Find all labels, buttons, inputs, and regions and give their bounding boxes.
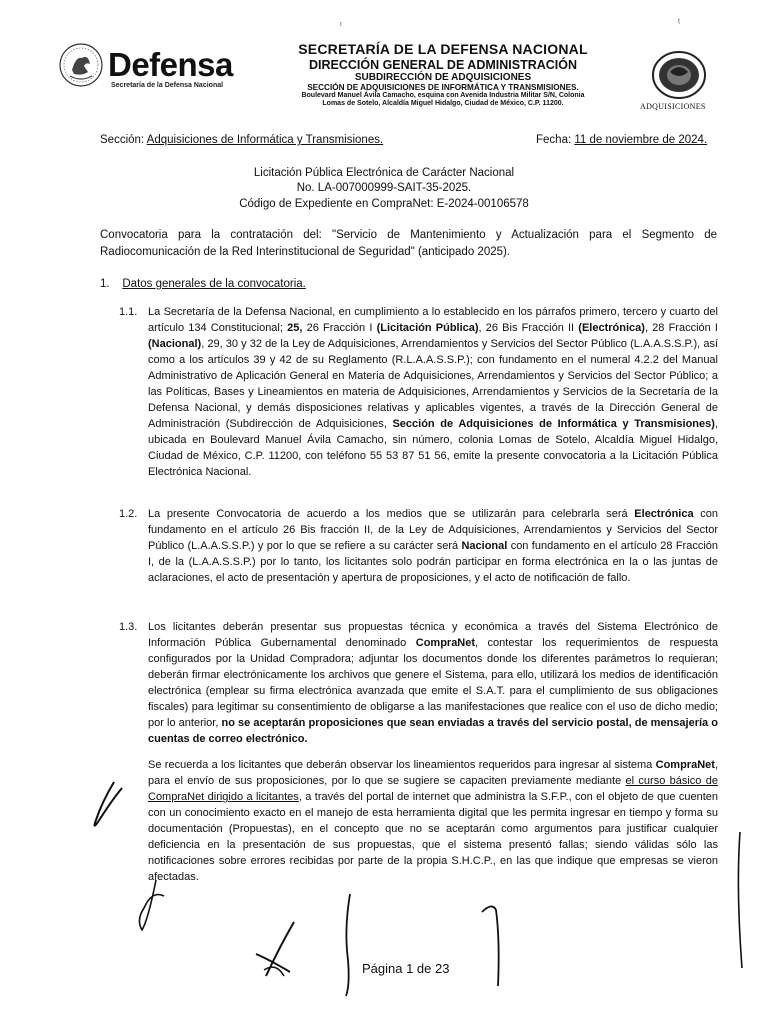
page-number: Página 1 de 23 xyxy=(362,961,450,976)
tender-number: No. LA-007000999-SAIT-35-2025. xyxy=(296,182,472,195)
national-coat-of-arms-icon xyxy=(58,42,104,88)
text-run: , 26 Bis Fracción II xyxy=(478,322,579,335)
section-title: Datos generales de la convocatoria. xyxy=(122,278,306,290)
bold-run: Sección de Adquisiciones de Informática y Transmisiones) xyxy=(392,418,715,431)
bold-run: Electrónica xyxy=(634,508,694,520)
bold-run: (Nacional) xyxy=(148,338,202,351)
bold-run: CompraNet xyxy=(655,759,715,771)
text-run: , contestar los requerimientos de respuesta configurados por la Unidad Compradora; adjuntar los documentos donde los diferentes parámetros lo requieran; deberán firmar electrónicamente los archivos que genere el Sistema, para ello, utilizará los medios de identificación electrónica (emplear su firma electrónica avanzada que emite el S.A.T. para el cumplimiento de sus obligaciones fiscales) para legitimar su consentimiento de obligarse a las manifestaciones que realice con el uso de dicho medio; por lo anterior, xyxy=(148,637,718,730)
section-label: Sección: xyxy=(100,134,145,146)
handwritten-stroke xyxy=(478,900,508,990)
paragraph-1-1 xyxy=(148,304,718,481)
handwritten-initials xyxy=(250,880,310,980)
address-line-1: Boulevard Manuel Ávila Camacho, esquina con Avenida Industria Militar S/N, Colonia xyxy=(301,92,585,100)
date-value: 11 de noviembre de 2024. xyxy=(574,134,708,146)
section-heading xyxy=(100,278,306,290)
text-run: con fundamento en el artículo 28 Fracción I, de la (L.A.A.S.S.P.) por lo tanto, los licitantes solo podrán participar en forma electrónica en la o las juntas de aclaraciones, el acto de presentación y apertura de proposiciones, y el acto de notificación de fallo. xyxy=(148,540,718,585)
bold-run: Nacional xyxy=(461,540,508,553)
section-value: Adquisiciones de Informática y Transmisiones. xyxy=(146,134,384,146)
paragraph-compranet-note xyxy=(148,757,718,885)
date-label: Fecha: xyxy=(536,134,572,146)
paragraph-1-3 xyxy=(148,619,718,747)
logo-subtitle: Secretaría de la Defensa Nacional xyxy=(111,82,224,89)
text-run: Se recuerda a los licitantes que deberán observar los lineamientos requeridos para ingresar al sistema xyxy=(148,759,656,771)
address-line-2: Lomas de Sotelo, Alcaldía Miguel Hidalgo, Ciudad de México, C.P. 11200. xyxy=(322,99,564,107)
text-run: La Secretaría de la Defensa Nacional, en cumplimiento a lo establecido en los párrafos primero, tercero y cuarto del artículo 134 Constitucional; xyxy=(148,306,718,335)
subdirectorate-title: SUBDIRECCIÓN DE ADQUISICIONES xyxy=(354,71,532,83)
bold-run: (Electrónica) xyxy=(578,322,645,335)
text-run: Los licitantes deberán presentar sus propuestas técnica y económica a través del Sistema Electrónico de Información Pública Gubernamental denominado xyxy=(148,621,718,650)
paragraph-number: 1.1. xyxy=(119,306,138,318)
text-run: , para el envío de sus proposiciones, por lo que se sugiere se capaciten previamente mediante xyxy=(148,759,718,788)
text-run: 26 Fracción I xyxy=(302,322,377,335)
bold-run: no se aceptarán proposiciones que sean enviadas a través del servicio postal, de mensajería o cuentas de correo electrónico. xyxy=(148,717,718,746)
tender-type: Licitación Pública Electrónica de Carácter Nacional xyxy=(253,167,515,179)
section-meta xyxy=(100,134,383,146)
acquisitions-seal-icon xyxy=(648,50,710,100)
logo-wordmark: Defensa xyxy=(108,46,233,83)
underlined-run: el curso básico de CompraNet dirigido a licitantes xyxy=(148,775,718,804)
handwritten-stroke xyxy=(340,890,360,1000)
text-run: , ubicada en Boulevard Manuel Ávila Camacho, sin número, colonia Lomas de Sotelo, Alcaldía Miguel Hidalgo, Ciudad de México, C.P. 11200, con teléfono 55 53 87 51 56, emite la presente convocatoria a la Licitación Pública Electrónica Nacional. xyxy=(148,418,718,479)
call-statement: Convocatoria para la contratación del: "Servicio de Mantenimiento y Actualización para el Segmento de Radiocomunicación de la Red Interinstitucional de Seguridad" (anticipado 2025). xyxy=(100,229,717,258)
ministry-title: SECRETARÍA DE LA DEFENSA NACIONAL xyxy=(298,41,588,57)
tender-heading xyxy=(0,166,768,212)
seal-label: ADQUISICIONES xyxy=(640,102,706,111)
text-run: , 29, 30 y 32 de la Ley de Adquisiciones, Arrendamientos y Servicios del Sector Público (L.A.A.S.S.P.), así como a los artículos 39 y 42 de su Reglamento (R.L.A.A.S.S.P.); con fundamento en el numeral 4.2.2 del Manual Administrativo de Aplicación General en Materia de Adquisiciones, Arrendamientos y Servicios del Sector Público; a las Políticas, Bases y Lineamientos en materia de Adquisiciones, Arrendamientos y Servicios de la Secretaría de la Defensa Nacional, y demás disposiciones relativas y aplicables vigentes, a través de la Dirección General de Administración (Subdirección de Adquisiciones, xyxy=(148,338,718,431)
directorate-title: DIRECCIÓN GENERAL DE ADMINISTRACIÓN xyxy=(308,57,578,72)
paragraph-number: 1.3. xyxy=(119,621,138,633)
section-title: SECCIÓN DE ADQUISICIONES DE INFORMÁTICA Y TRANSMISIONES. xyxy=(307,82,579,92)
text-run: , 28 Fracción I xyxy=(644,322,718,335)
bold-run: (Licitación Pública) xyxy=(376,322,479,335)
handwritten-stroke xyxy=(730,828,754,978)
expedient-code: Código de Expediente en CompraNet: E-2024-00106578 xyxy=(239,197,529,210)
bold-run: CompraNet xyxy=(415,637,476,650)
text-run: , a través del portal de internet que administra la S.F.P., con el objeto de que cuenten con un conocimiento exacto en el manejo de esta herramienta digital que les permita ingresar en tiempo y forma su documentación (Propuestas), en el concepto que no se aceptarán como argumentos para justificar cualquier deficiencia en la presentación de sus propuestas, que el sistema presentó fallas; siendo válidas sólo las notificaciones sobre errores recibidas por parte de la propia S.H.C.P., en las que indique que empresas se vieron afectadas. xyxy=(148,791,718,884)
text-run: con fundamento en el artículo 26 Bis fracción II, de la Ley de Adquisiciones, Arrendamientos y Servicios del Sector Público (L.A.A.S.S.P.) y por lo que se refiere a su carácter será xyxy=(148,508,718,553)
bold-run: 25, xyxy=(287,322,303,335)
section-number: 1. xyxy=(100,278,110,290)
letterhead xyxy=(244,42,642,108)
date-meta xyxy=(536,134,707,146)
scan-mark: ᵗ xyxy=(678,18,681,29)
paragraph-1-2 xyxy=(148,506,718,586)
scan-mark: ᵗ xyxy=(340,20,342,30)
paragraph-number: 1.2. xyxy=(119,508,138,520)
text-run: La presente Convocatoria de acuerdo a los medios que se utilizarán para celebrarla será xyxy=(148,508,635,520)
